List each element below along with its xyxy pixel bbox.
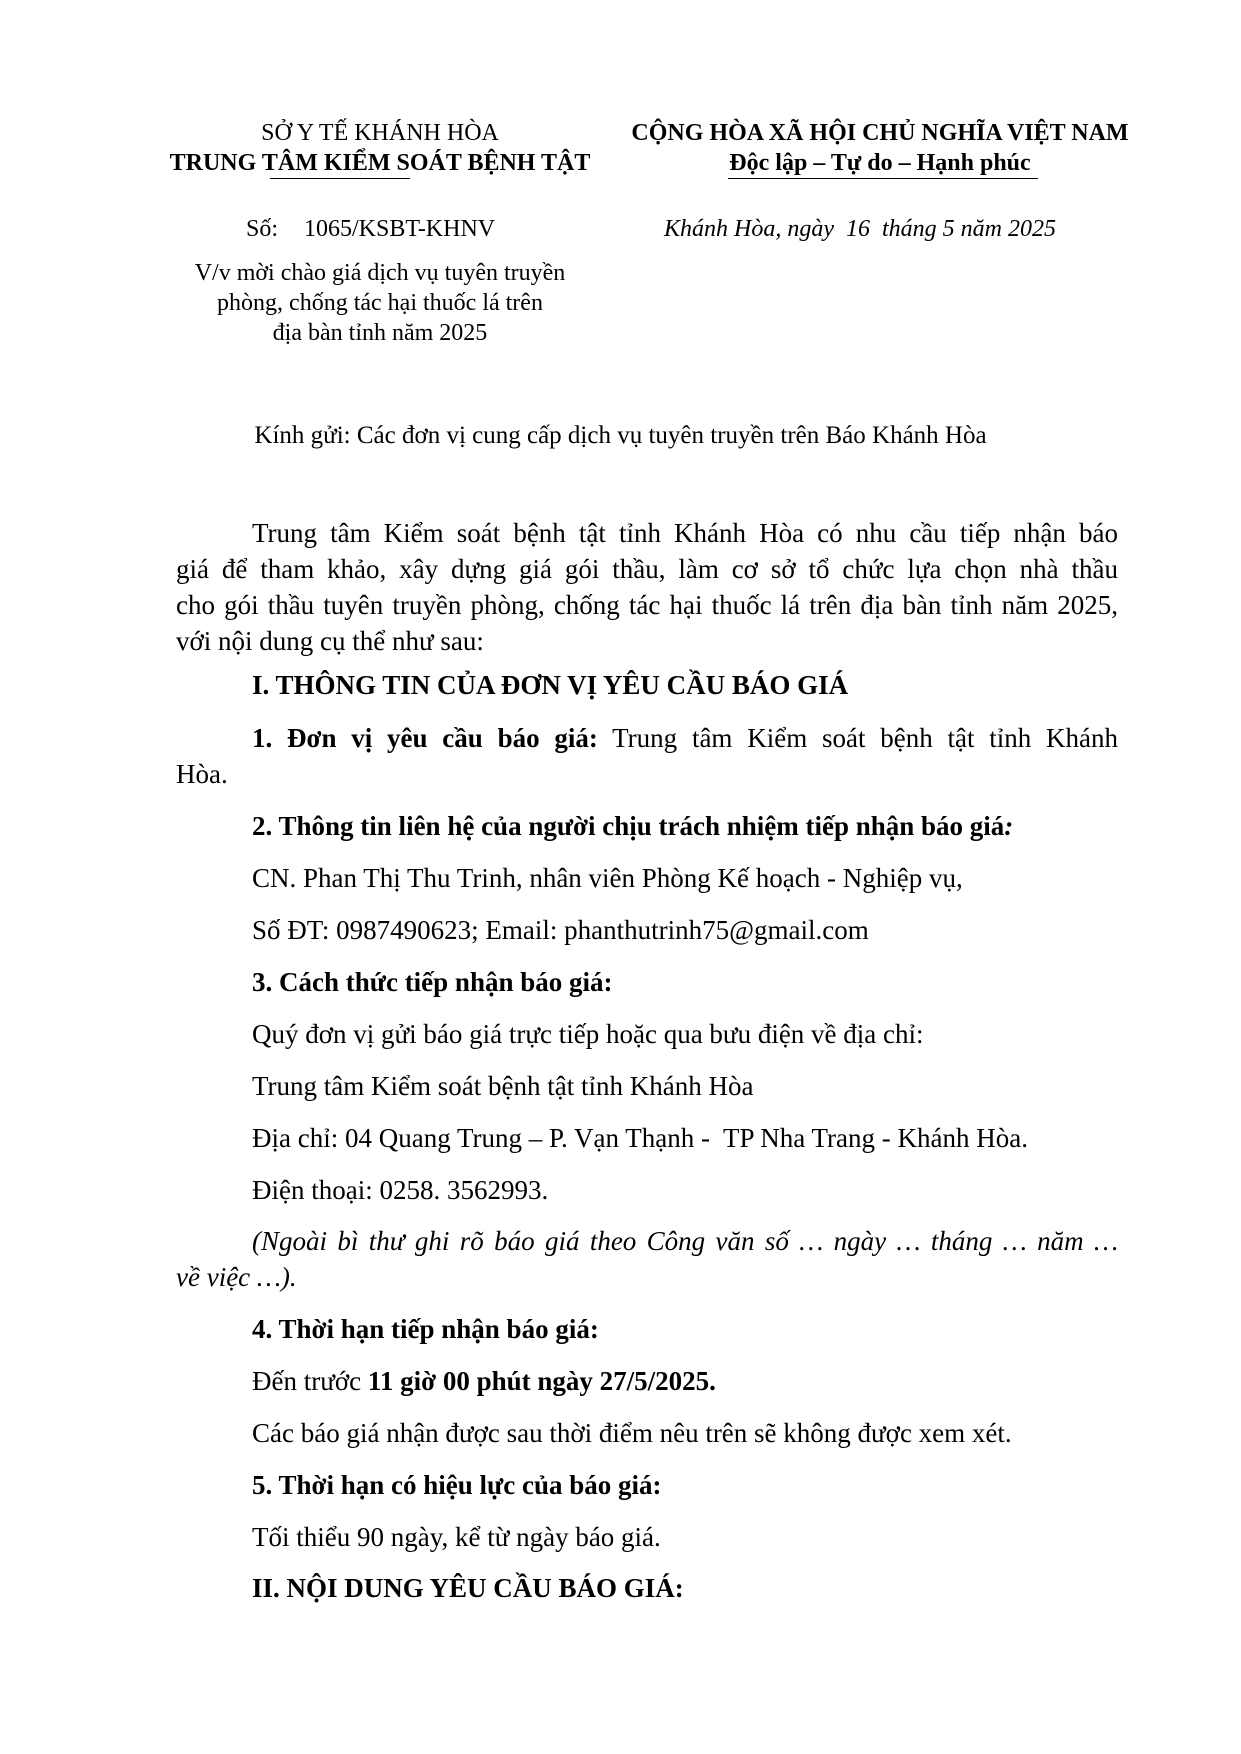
recipient-agency: Trung tâm Kiểm soát bệnh tật tỉnh Khánh Hòa — [252, 1071, 754, 1101]
item-1 — [252, 723, 1118, 754]
item-4-label: 4. Thời hạn tiếp nhận báo giá: — [252, 1314, 599, 1344]
intro-line: với nội dung cụ thể như sau: — [176, 626, 484, 656]
national-motto: Độc lập – Tự do – Hạnh phúc — [729, 150, 1031, 176]
item-2-colon: : — [1004, 811, 1014, 841]
doc-number-label: Số: — [246, 216, 279, 242]
issue-date: Khánh Hòa, ngày 16 tháng 5 năm 2025 — [664, 216, 1056, 242]
item-1-value-cont: Hòa. — [176, 759, 228, 789]
intro-line: Trung tâm Kiểm soát bệnh tật tỉnh Khánh Hòa có nhu cầu tiếp nhận báo — [252, 518, 1118, 548]
item-3-label: 3. Cách thức tiếp nhận báo giá: — [252, 967, 613, 997]
item-2 — [252, 811, 1013, 842]
motto-underline — [728, 178, 1038, 179]
contact-phone-email: Số ĐT: 0987490623; Email: phanthutrinh75@gmail.com — [252, 915, 869, 945]
phone-number: Điện thoại: 0258. 3562993. — [252, 1175, 549, 1205]
item-2-label: 2. Thông tin liên hệ của người chịu trách nhiệm tiếp nhận báo giá — [252, 811, 1005, 841]
submission-method: Quý đơn vị gửi báo giá trực tiếp hoặc qua bưu điện về địa chỉ: — [252, 1019, 924, 1049]
nation-name: CỘNG HÒA XÃ HỘI CHỦ NGHĨA VIỆT NAM — [631, 120, 1129, 146]
issuing-agency-block — [150, 118, 610, 178]
intro-line: cho gói thầu tuyên truyền phòng, chống tác hại thuốc lá trên địa bàn tỉnh năm 2025, — [176, 590, 1118, 620]
envelope-note-cont: về việc …). — [176, 1262, 297, 1292]
contact-person: CN. Phan Thị Thu Trinh, nhân viên Phòng Kế hoạch - Nghiệp vụ, — [252, 863, 963, 893]
doc-number: 1065/KSBT-KHNV — [304, 216, 496, 242]
item-1-label: 1. Đơn vị yêu cầu báo giá: — [252, 723, 598, 753]
recipient-line: Kính gửi: Các đơn vị cung cấp dịch vụ tuyên truyền trên Báo Khánh Hòa — [254, 422, 987, 449]
subject-line: V/v mời chào giá dịch vụ tuyên truyền — [194, 260, 566, 286]
section-1-title: I. THÔNG TIN CỦA ĐƠN VỊ YÊU CẦU BÁO GIÁ — [252, 670, 849, 700]
validity-period: Tối thiểu 90 ngày, kể từ ngày báo giá. — [252, 1522, 661, 1552]
item-5-label: 5. Thời hạn có hiệu lực của báo giá: — [252, 1470, 662, 1500]
agency-underline — [270, 178, 410, 179]
item-1-value: Trung tâm Kiểm soát bệnh tật tỉnh Khánh — [597, 723, 1118, 753]
intro-line: giá để tham khảo, xây dựng giá gói thầu, làm cơ sở tổ chức lựa chọn nhà thầu — [176, 554, 1118, 584]
deadline-prefix: Đến trước — [252, 1366, 368, 1396]
subject-block — [150, 258, 610, 348]
address: Địa chỉ: 04 Quang Trung – P. Vạn Thạnh - TP Nha Trang - Khánh Hòa. — [252, 1123, 1028, 1153]
subject-line: địa bàn tỉnh năm 2025 — [272, 320, 488, 346]
late-submission-note: Các báo giá nhận được sau thời điểm nêu trên sẽ không được xem xét. — [252, 1418, 1012, 1448]
agency-name: TRUNG TÂM KIỂM SOÁT BỆNH TẬT — [169, 150, 591, 176]
section-2-title: II. NỘI DUNG YÊU CẦU BÁO GIÁ: — [252, 1573, 684, 1603]
national-title-block — [620, 118, 1140, 178]
deadline — [252, 1366, 716, 1397]
subject-line: phòng, chống tác hại thuốc lá trên — [217, 290, 543, 316]
deadline-value: 11 giờ 00 phút ngày 27/5/2025. — [367, 1366, 716, 1396]
parent-agency: SỞ Y TẾ KHÁNH HÒA — [261, 120, 499, 146]
envelope-note: (Ngoài bì thư ghi rõ báo giá theo Công văn số … ngày … tháng … năm … — [252, 1226, 1118, 1256]
